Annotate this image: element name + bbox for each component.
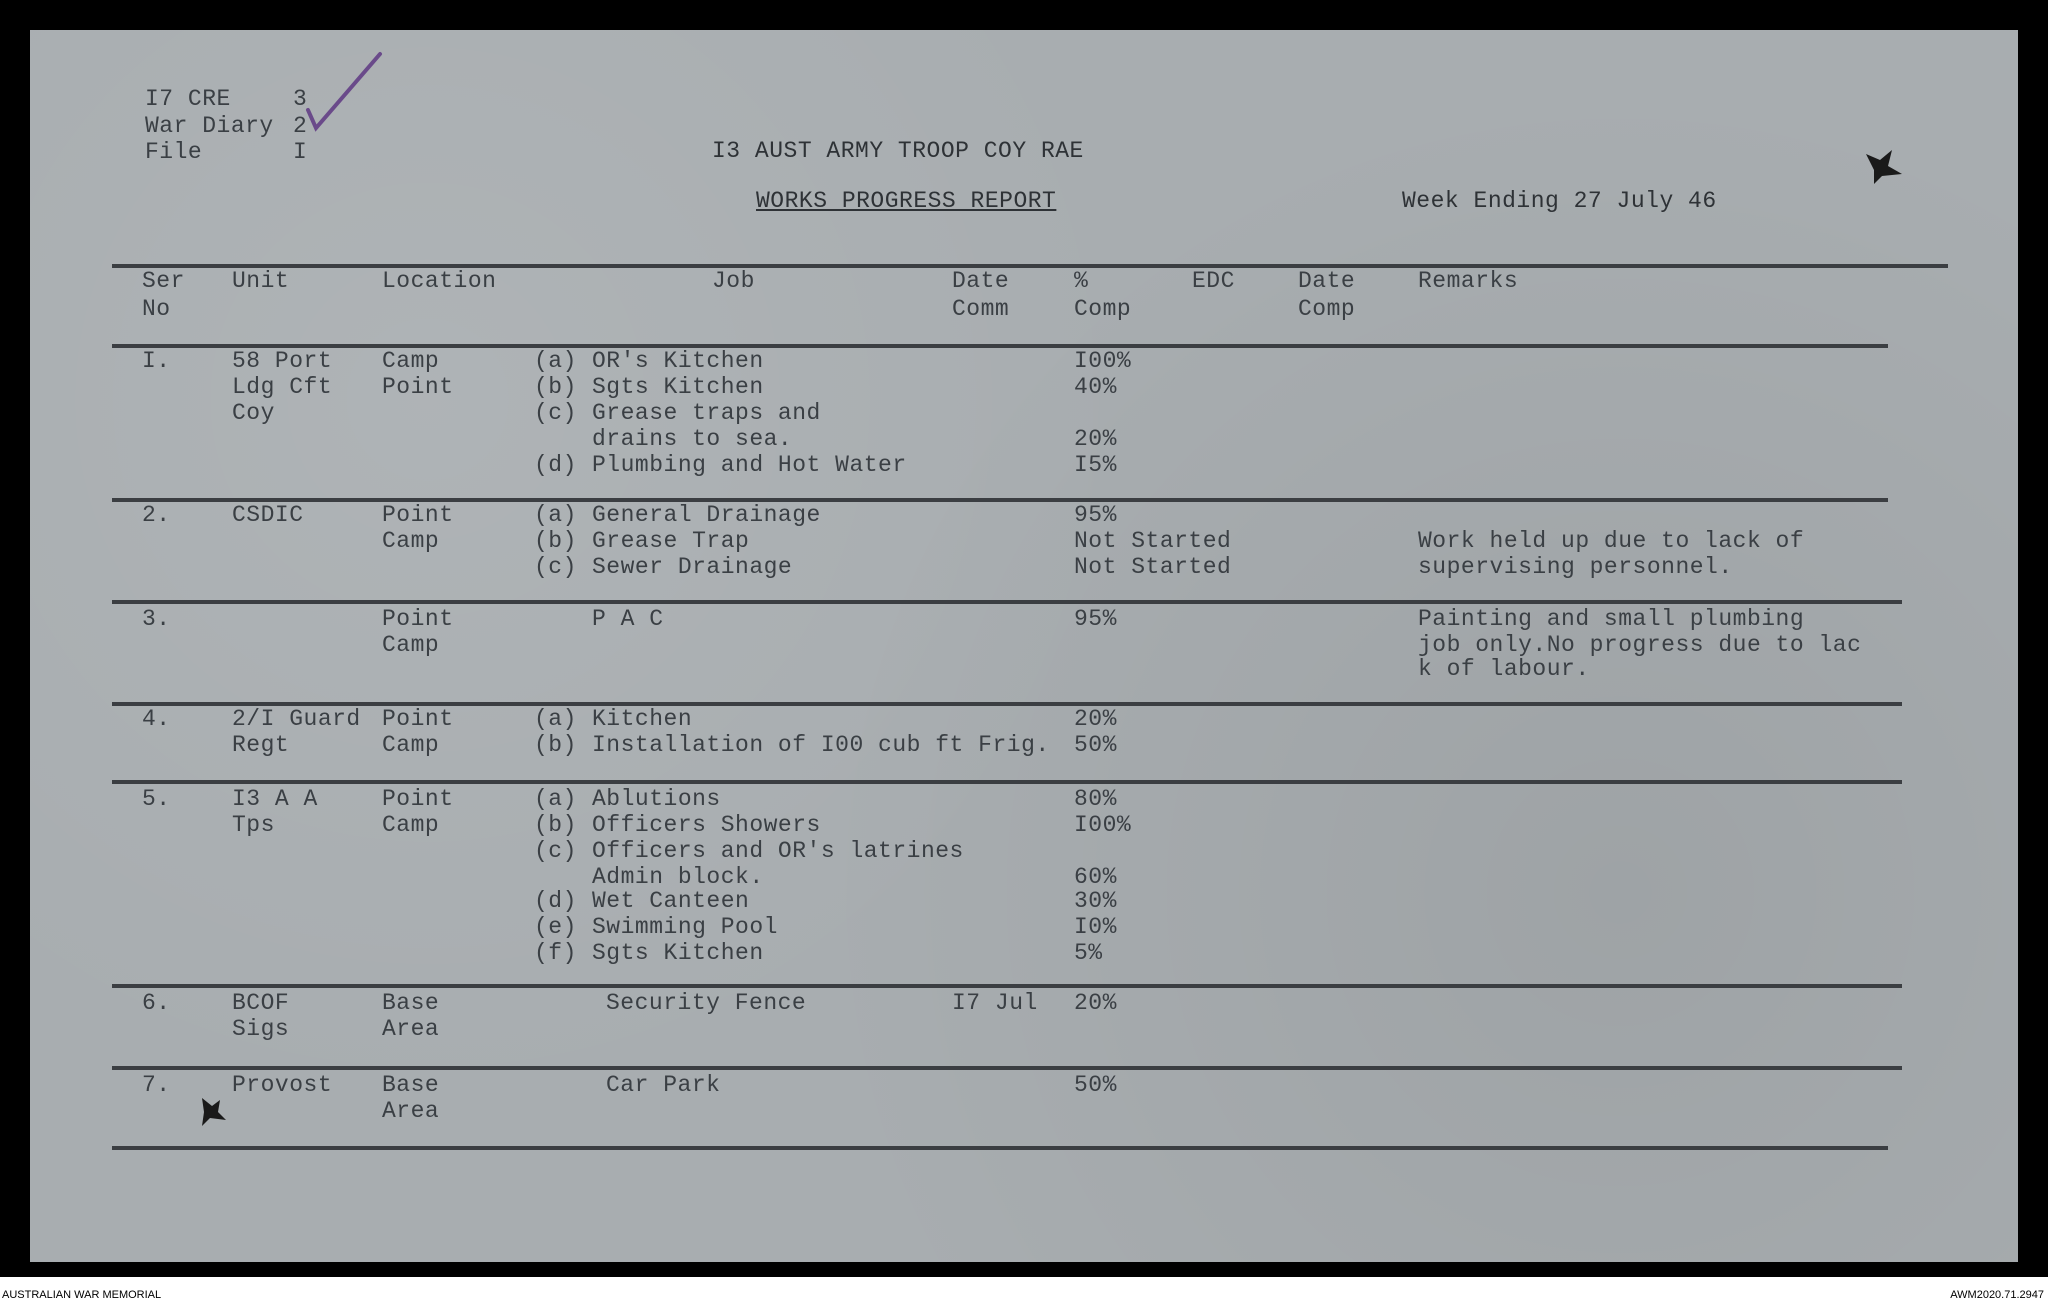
remarks-cell: Work held up due to lack of [1418,528,1805,554]
location-cell: Camp [382,528,440,554]
job-letter: (a) [534,786,577,812]
job-text: Grease traps and [592,400,821,426]
ser-no: 7. [142,1072,171,1098]
job-text: Swimming Pool [592,914,778,940]
unit-cell: 2/I Guard [232,706,361,732]
dist-label: File [145,139,203,165]
job-letter: (b) [534,374,577,400]
job-text: General Drainage [592,502,821,528]
job-letter: (e) [534,914,577,940]
location-cell: Point [382,786,454,812]
job-text: OR's Kitchen [592,348,764,374]
header-job: Job [712,268,755,294]
header-location: Location [382,268,497,294]
dist-label: I7 CRE [145,86,231,112]
job-text: Security Fence [606,990,807,1016]
job-letter: (c) [534,838,577,864]
job-text: Officers Showers [592,812,821,838]
unit-cell: BCOF [232,990,290,1016]
job-text: Plumbing and Hot Water [592,452,907,478]
job-text: P A C [592,606,664,632]
job-letter: (a) [534,706,577,732]
checkmark-icon [280,28,390,138]
ser-no: 6. [142,990,171,1016]
job-pct: 60% [1074,864,1117,890]
job-pct: I00% [1074,812,1132,838]
remarks-cell: job only.No progress due to lac [1418,632,1862,658]
job-text: Car Park [606,1072,721,1098]
job-text: Ablutions [592,786,721,812]
job-letter: (c) [534,400,577,426]
unit-cell: 58 Port [232,348,333,374]
unit-cell: Provost [232,1072,333,1098]
location-cell: Camp [382,348,440,374]
job-text: Kitchen [592,706,693,732]
location-cell: Point [382,706,454,732]
unit-cell: Ldg Cft [232,374,333,400]
header-date-comp: Comp [1298,296,1356,322]
job-text: Officers and OR's latrines [592,838,964,864]
location-cell: Point [382,502,454,528]
job-text: Wet Canteen [592,888,750,914]
header-remarks: Remarks [1418,268,1519,294]
dist-num: 2 [293,113,308,139]
footer-right-label: AWM2020.71.2947 [1950,1289,2044,1301]
unit-cell: Regt [232,732,290,758]
location-cell: Point [382,606,454,632]
remarks-cell: supervising personnel. [1418,554,1733,580]
footer-left-label: AUSTRALIAN WAR MEMORIAL [2,1289,162,1301]
job-letter: (a) [534,502,577,528]
job-text: drains to sea. [592,426,793,452]
location-cell: Base [382,1072,440,1098]
unit-cell: I3 A A [232,786,318,812]
job-letter: (a) [534,348,577,374]
header-unit: Unit [232,268,290,294]
job-pct: Not Started [1074,554,1232,580]
remarks-cell: k of labour. [1418,656,1590,682]
ser-no: I. [142,348,171,374]
ser-no: 5. [142,786,171,812]
job-pct: I0% [1074,914,1117,940]
location-cell: Base [382,990,440,1016]
location-cell: Area [382,1098,440,1124]
job-pct: 95% [1074,502,1117,528]
job-text: Grease Trap [592,528,750,554]
row-rule [112,780,1902,784]
header-bottom-rule [112,344,1888,348]
job-pct: 50% [1074,1072,1117,1098]
location-cell: Camp [382,812,440,838]
row-rule [112,984,1902,988]
header-ser: Ser [142,268,185,294]
ser-no: 2. [142,502,171,528]
row-rule [112,702,1902,706]
job-text: Sewer Drainage [592,554,793,580]
row-rule [112,498,1888,502]
header-no: No [142,296,171,322]
dist-label: War Diary [145,113,274,139]
job-pct: 20% [1074,706,1117,732]
row-rule [112,1146,1888,1150]
dist-num: 3 [293,86,308,112]
row-rule [112,1066,1902,1070]
unit-cell: Tps [232,812,275,838]
job-text: Sgts Kitchen [592,940,764,966]
header-date-comm: Date [952,268,1010,294]
job-letter: (f) [534,940,577,966]
job-pct: 30% [1074,888,1117,914]
date-comm-cell: I7 Jul [952,990,1038,1016]
job-text: Installation of I00 cub ft Frig. [592,732,1050,758]
job-pct: I00% [1074,348,1132,374]
archive-footer [0,1277,2048,1305]
unit-cell: CSDIC [232,502,304,528]
job-pct: 20% [1074,426,1117,452]
job-letter: (c) [534,554,577,580]
job-pct: 95% [1074,606,1117,632]
job-pct: 20% [1074,990,1117,1016]
ser-no: 3. [142,606,171,632]
job-letter: (b) [534,528,577,554]
location-cell: Area [382,1016,440,1042]
header-pct-comp: % [1074,268,1089,294]
unit-cell: Coy [232,400,275,426]
job-text: Admin block. [592,864,764,890]
week-ending: Week Ending 27 July 46 [1402,188,1717,214]
job-pct: 40% [1074,374,1117,400]
ink-blot-icon [1858,146,1908,186]
header-date-comm: Comm [952,296,1010,322]
job-letter: (b) [534,812,577,838]
job-letter: (b) [534,732,577,758]
job-pct: Not Started [1074,528,1232,554]
job-letter: (d) [534,452,577,478]
header-edc: EDC [1192,268,1235,294]
ink-blot-icon [192,1092,232,1132]
job-pct: I5% [1074,452,1117,478]
row-rule [112,600,1902,604]
location-cell: Camp [382,732,440,758]
ser-no: 4. [142,706,171,732]
dist-num: I [293,139,308,165]
job-pct: 5% [1074,940,1103,966]
location-cell: Point [382,374,454,400]
report-title: WORKS PROGRESS REPORT [756,188,1057,214]
job-pct: 50% [1074,732,1117,758]
header-date-comp: Date [1298,268,1356,294]
header-pct-comp: Comp [1074,296,1132,322]
job-letter: (d) [534,888,577,914]
job-pct: 80% [1074,786,1117,812]
location-cell: Camp [382,632,440,658]
remarks-cell: Painting and small plumbing [1418,606,1805,632]
unit-cell: Sigs [232,1016,290,1042]
unit-title: I3 AUST ARMY TROOP COY RAE [712,138,1084,164]
job-text: Sgts Kitchen [592,374,764,400]
